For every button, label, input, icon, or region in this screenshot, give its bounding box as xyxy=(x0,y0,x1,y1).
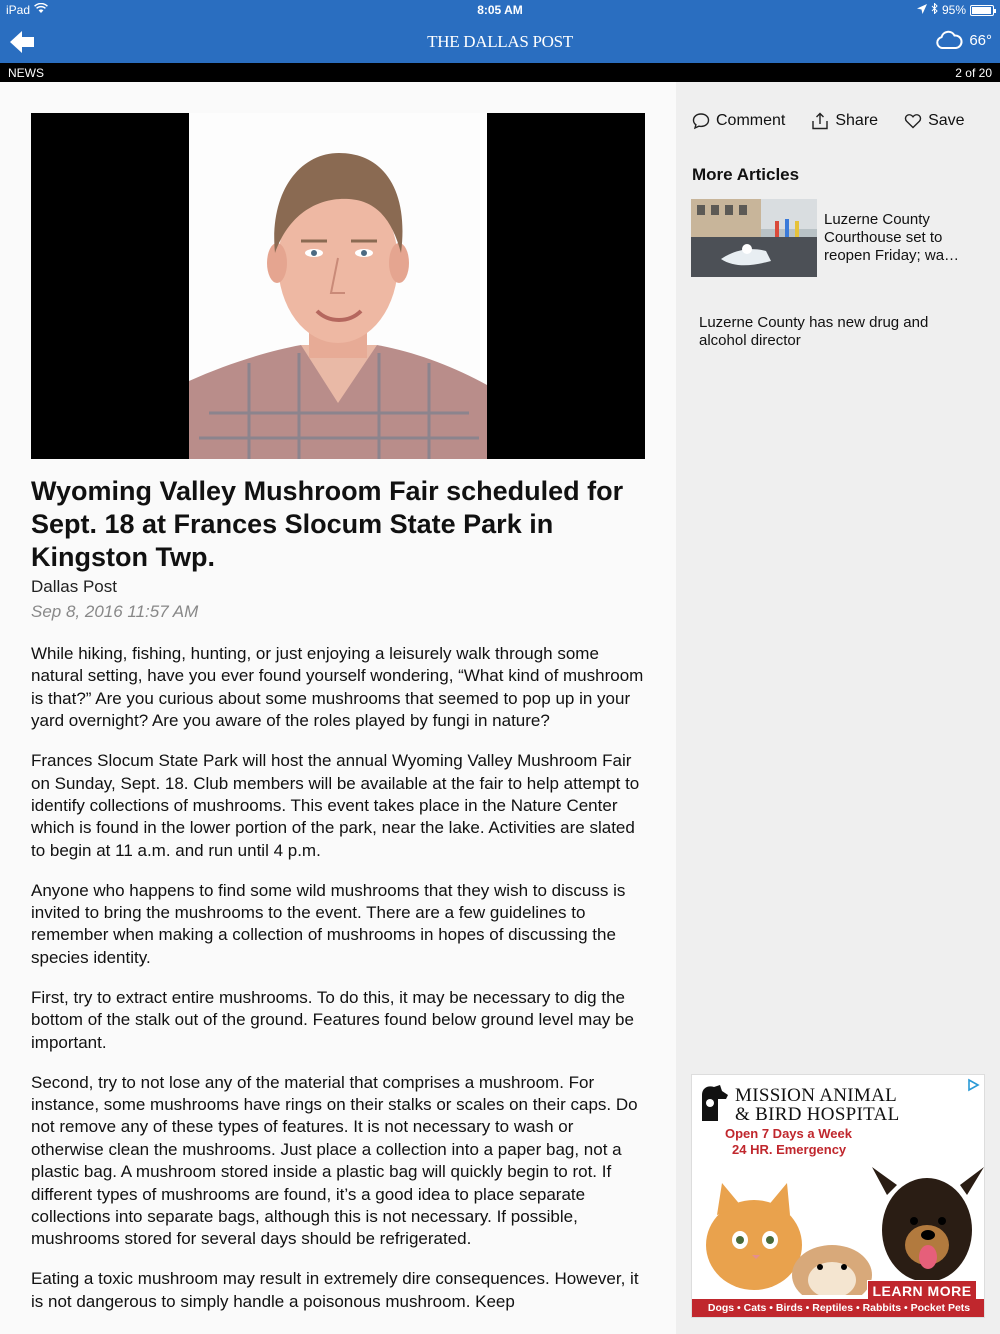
ad-hours: Open 7 Days a Week xyxy=(725,1126,852,1141)
masthead[interactable]: THE DALLAS POST xyxy=(427,32,573,51)
article-byline: Dallas Post xyxy=(31,577,117,596)
location-icon xyxy=(917,3,927,17)
more-article-item[interactable] xyxy=(691,199,991,279)
save-button[interactable] xyxy=(904,112,964,130)
hospital-logo-icon xyxy=(698,1083,732,1123)
weather-widget[interactable] xyxy=(935,30,992,50)
article-paragraph: Eating a toxic mushroom may result in extremely dire consequences. However, it is not dangerous to simply handle a poisonous mushroom. Keep xyxy=(31,1269,639,1311)
portrait-image xyxy=(189,113,487,459)
comment-button[interactable] xyxy=(692,112,785,130)
section-label: NEWS xyxy=(8,66,44,80)
article-column xyxy=(0,82,676,1334)
more-article-title: Luzerne County Courthouse set to reopen Friday; wa… xyxy=(824,211,960,264)
share-button[interactable] xyxy=(811,112,878,130)
clock: 8:05 AM xyxy=(477,3,523,17)
ad-emergency: 24 HR. Emergency xyxy=(732,1142,847,1157)
article-paragraph: Anyone who happens to find some wild mushrooms that they wish to discuss is invited to bring the mushrooms to the event. There are a few guidelines to remember when making a collection of mushrooms in hopes of discussing the species identity. xyxy=(31,880,626,967)
battery-icon xyxy=(970,5,994,16)
article-paragraph: First, try to extract entire mushrooms. To do this, it may be necessary to dig the bottom of the stalk out of the ground. Features found below ground level may be important. xyxy=(31,987,634,1052)
article-thumbnail xyxy=(691,199,817,277)
save-label: Save xyxy=(928,112,965,129)
article-actions xyxy=(692,112,965,130)
article-photo[interactable] xyxy=(31,113,645,459)
cloud-icon xyxy=(935,30,963,50)
device-name: iPad xyxy=(6,3,31,17)
more-article-item[interactable] xyxy=(699,314,979,350)
learn-more-button[interactable]: LEARN MORE xyxy=(867,1280,977,1300)
section-bar xyxy=(0,63,1000,82)
nav-bar xyxy=(0,22,1000,63)
article-position: 2 of 20 xyxy=(955,66,992,80)
battery-percent: 95% xyxy=(941,3,966,17)
ad-brand: MISSION ANIMAL xyxy=(735,1085,898,1106)
heart-icon xyxy=(904,112,922,130)
more-articles-heading: More Articles xyxy=(692,165,800,184)
sidebar xyxy=(676,82,1000,1334)
status-bar xyxy=(0,0,1000,22)
ad-brand: & BIRD HOSPITAL xyxy=(735,1104,900,1125)
comment-icon xyxy=(692,112,710,130)
comment-label: Comment xyxy=(716,112,786,129)
article-paragraph: Frances Slocum State Park will host the annual Wyoming Valley Mushroom Fair on Sunday, Sept. 18. Club members will be available at the fair to help attempt to identify collections of mushrooms. This event takes place in the Nature Center which is found in the lower portion of the park, near the lake. Activities are slated to begin at 11 a.m. and run until 4 p.m. xyxy=(31,751,640,860)
bluetooth-icon xyxy=(931,3,938,17)
article-date: Sep 8, 2016 11:57 AM xyxy=(31,602,199,621)
share-icon xyxy=(811,112,829,130)
article-body xyxy=(31,643,646,1331)
share-label: Share xyxy=(835,112,879,129)
pets-image xyxy=(692,1145,985,1295)
more-article-title: Luzerne County has new drug and alcohol director xyxy=(699,314,929,349)
ad-pet-types: Dogs • Cats • Birds • Reptiles • Rabbits • Pocket Pets xyxy=(692,1299,985,1317)
advertisement[interactable] xyxy=(691,1074,985,1318)
adchoices-icon[interactable] xyxy=(966,1078,980,1092)
article-paragraph: While hiking, fishing, hunting, or just enjoying a leisurely walk through some natural setting, have you ever found yourself wondering, “What kind of mushroom is that?” Are you curious about some mushrooms that seemed to pop up in your yard overnight? Are you aware of the roles played by fungi in nature? xyxy=(31,644,644,731)
article-paragraph: Second, try to not lose any of the material that comprises a mushroom. For instance, some mushrooms have rings on their stalks or scales on their caps. Do not remove any of these types of features. It is not necessary to wash or otherwise clean the mushrooms. Just place a collection into a paper bag, not a plastic bag. A mushroom stored inside a plastic bag will quickly begin to rot. If different types of mushrooms are found, it’s a good idea to place separate collections into separate bags, although this is not necessary. If possible, mushrooms stored for several days should be refrigerated. xyxy=(31,1072,638,1249)
temperature: 66° xyxy=(969,31,992,49)
article-headline: Wyoming Valley Mushroom Fair scheduled for Sept. 18 at Frances Slocum State Park in Kingston Twp. xyxy=(31,476,624,572)
